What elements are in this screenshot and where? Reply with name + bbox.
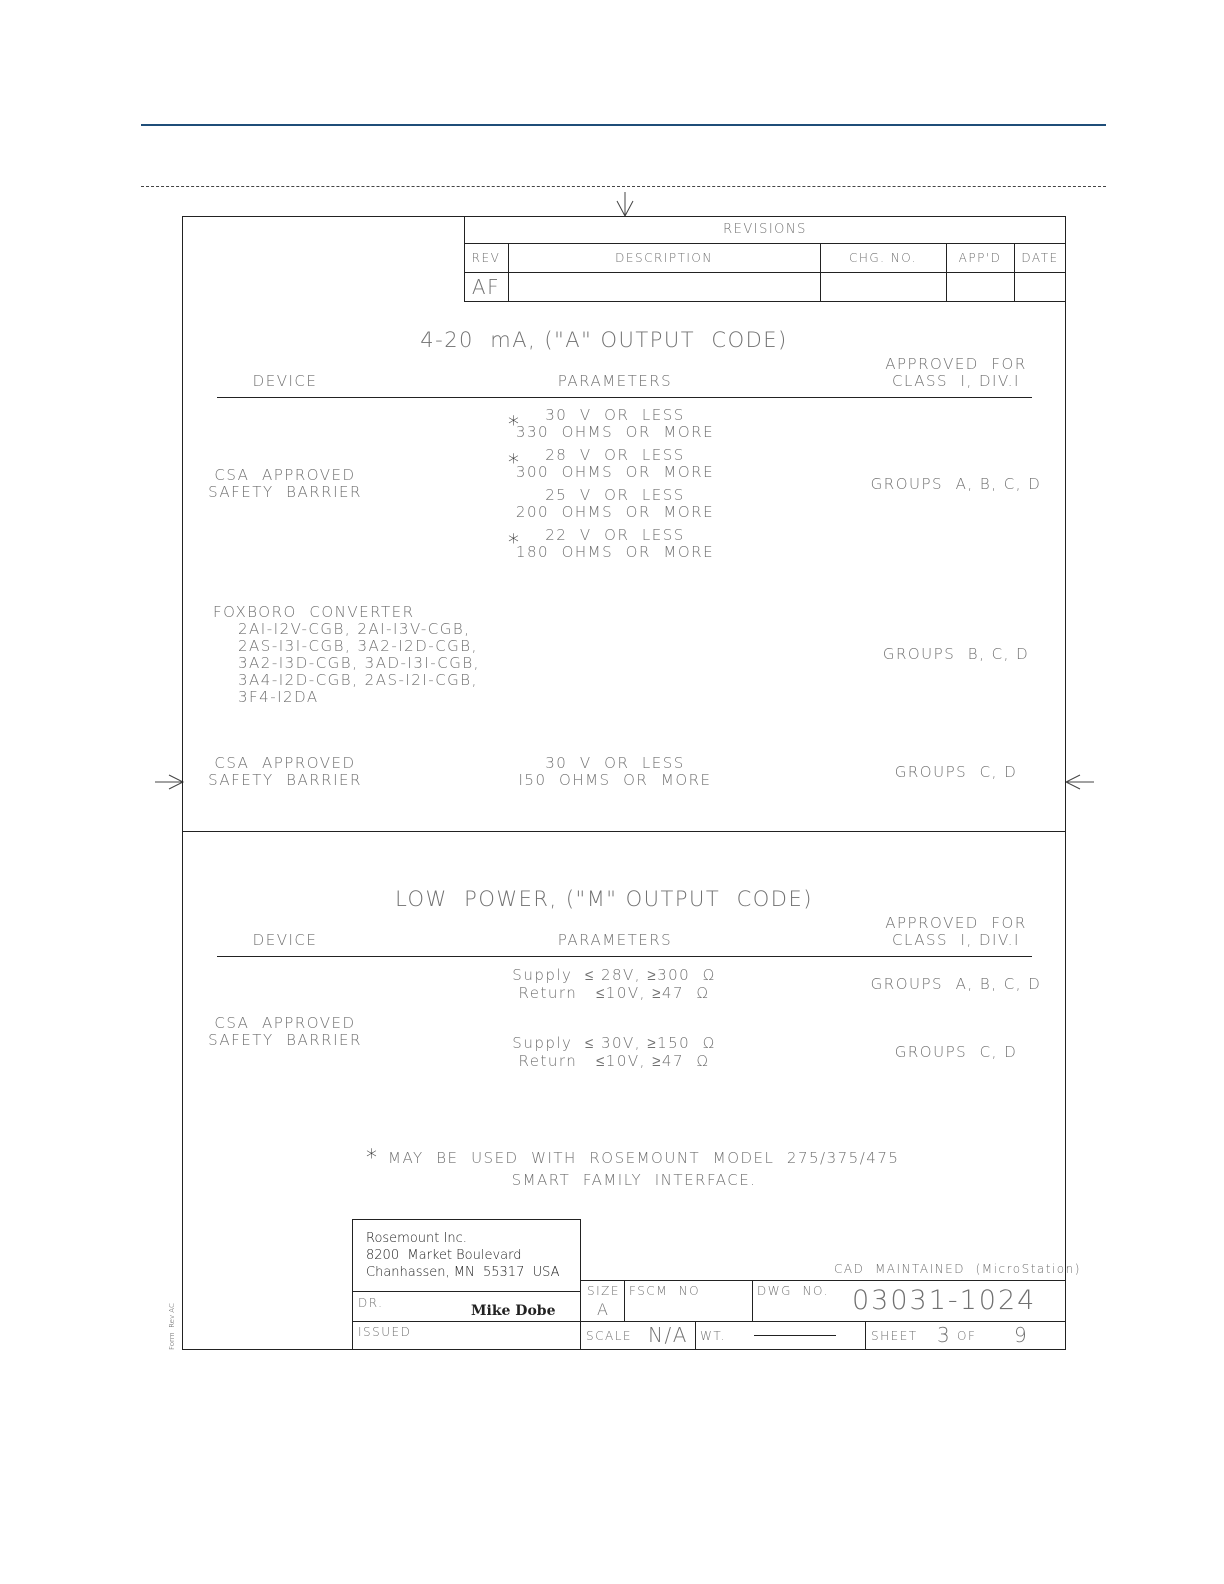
section1-approved-header-2: CLASS I, DIV.I <box>892 372 1020 390</box>
company-name: Rosemount Inc. <box>366 1231 467 1246</box>
section1-groups-2: GROUPS B, C, D <box>882 645 1030 663</box>
sheet-number: 3 <box>937 1323 952 1347</box>
form-revision: Form Rev AC <box>168 1303 176 1350</box>
lp-return-1: Return ≤10V, ≥47 Ω <box>518 984 710 1002</box>
section1-device-header: DEVICE <box>252 372 318 390</box>
section2-header-rule <box>217 956 1032 957</box>
revisions-title: REVISIONS <box>723 222 807 237</box>
date-header: DATE <box>1021 251 1059 265</box>
dwg-label: DWG NO. <box>757 1284 829 1298</box>
section1-device-1a: CSA APPROVED <box>214 466 356 484</box>
sheet-label: SHEET <box>871 1329 918 1343</box>
section2-groups-1: GROUPS A, B, C, D <box>870 975 1042 993</box>
foxboro-line-1: 2AI-I2V-CGB, 2AI-I3V-CGB, <box>238 620 471 638</box>
section2-title: LOW POWER, ("M" OUTPUT CODE) <box>395 887 813 911</box>
section2-device-b: SAFETY BARRIER <box>208 1031 362 1049</box>
top-arrow-icon <box>612 192 638 218</box>
section2-parameters-header: PARAMETERS <box>557 931 673 949</box>
param-3-resistance: 200 OHMS OR MORE <box>515 503 715 521</box>
size-label: SIZE <box>587 1284 620 1298</box>
drawn-by: Mike Dobe <box>471 1303 556 1319</box>
note-line-2: SMART FAMILY INTERFACE. <box>511 1171 757 1189</box>
section2-approved-header-1: APPROVED FOR <box>885 914 1027 932</box>
foxboro-line-3: 3A2-I3D-CGB, 3AD-I3I-CGB, <box>238 654 480 672</box>
param-star-4: * <box>508 531 521 556</box>
section2-approved-header-2: CLASS I, DIV.I <box>892 931 1020 949</box>
section2-device-header: DEVICE <box>252 931 318 949</box>
fscm-label: FSCM NO <box>629 1284 701 1298</box>
cut-line <box>141 186 1106 187</box>
param-star-2: * <box>508 451 521 476</box>
param-2-resistance: 300 OHMS OR MORE <box>515 463 715 481</box>
chg-no-header: CHG. NO. <box>848 251 918 265</box>
of-label: OF <box>957 1329 977 1343</box>
section2-device-a: CSA APPROVED <box>214 1014 356 1032</box>
foxboro-title: FOXBORO CONVERTER <box>213 603 415 621</box>
lp-supply-1: Supply ≤ 28V, ≥300 Ω <box>512 966 716 984</box>
scale-label: SCALE <box>586 1329 632 1343</box>
section1-device-1b: SAFETY BARRIER <box>208 483 362 501</box>
foxboro-line-2: 2AS-I3I-CGB, 3A2-I2D-CGB, <box>238 637 478 655</box>
foxboro-line-5: 3F4-I2DA <box>238 688 319 706</box>
param-1-resistance: 330 OHMS OR MORE <box>515 423 715 441</box>
param-star-1: * <box>508 413 521 438</box>
lp-return-2: Return ≤10V, ≥47 Ω <box>518 1052 710 1070</box>
rev-value: AF <box>471 275 501 299</box>
note-star: * <box>366 1146 379 1171</box>
section1-header-rule <box>217 397 1032 398</box>
section1-title: 4-20 mA, ("A" OUTPUT CODE) <box>420 328 788 352</box>
issued-label: ISSUED <box>358 1325 412 1339</box>
section1-groups-3: GROUPS C, D <box>894 763 1018 781</box>
section1-parameters-header: PARAMETERS <box>557 372 673 390</box>
size-value: A <box>597 1300 610 1319</box>
scale-value: N/A <box>648 1323 688 1347</box>
param-4-resistance: 180 OHMS OR MORE <box>515 543 715 561</box>
param-2-voltage: 28 V OR LESS <box>545 446 685 464</box>
dr-label: DR. <box>358 1296 384 1310</box>
param-4-voltage: 22 V OR LESS <box>545 526 685 544</box>
section1-device-3b: SAFETY BARRIER <box>208 771 362 789</box>
param-1-voltage: 30 V OR LESS <box>545 406 685 424</box>
param-3-voltage: 25 V OR LESS <box>545 486 685 504</box>
right-arrow-icon <box>1064 772 1094 792</box>
section1-approved-header-1: APPROVED FOR <box>885 355 1027 373</box>
company-address-1: 8200 Market Boulevard <box>366 1248 522 1263</box>
section1-device-3a: CSA APPROVED <box>214 754 356 772</box>
lp-supply-2: Supply ≤ 30V, ≥150 Ω <box>512 1034 716 1052</box>
company-address-2: Chanhassen, MN 55317 USA <box>366 1265 560 1280</box>
param-5-resistance: I50 OHMS OR MORE <box>518 771 712 789</box>
note-line-1: MAY BE USED WITH ROSEMOUNT MODEL 275/375/475 <box>388 1149 900 1167</box>
rev-header: REV <box>471 251 501 265</box>
sheet-total: 9 <box>1014 1323 1029 1347</box>
dwg-number: 03031-1024 <box>852 1285 1037 1316</box>
section-divider <box>182 831 1066 832</box>
wt-label: WT. <box>700 1329 727 1343</box>
section1-groups-1: GROUPS A, B, C, D <box>870 475 1042 493</box>
section2-groups-2: GROUPS C, D <box>894 1043 1018 1061</box>
param-5-voltage: 30 V OR LESS <box>545 754 685 772</box>
description-header: DESCRIPTION <box>615 251 713 265</box>
cad-maintained: CAD MAINTAINED (MicroStation) <box>834 1262 1081 1276</box>
foxboro-line-4: 3A4-I2D-CGB, 2AS-I2I-CGB, <box>238 671 478 689</box>
left-arrow-icon <box>155 772 185 792</box>
header-rule <box>141 124 1106 126</box>
appd-header: APP'D <box>958 251 1002 265</box>
